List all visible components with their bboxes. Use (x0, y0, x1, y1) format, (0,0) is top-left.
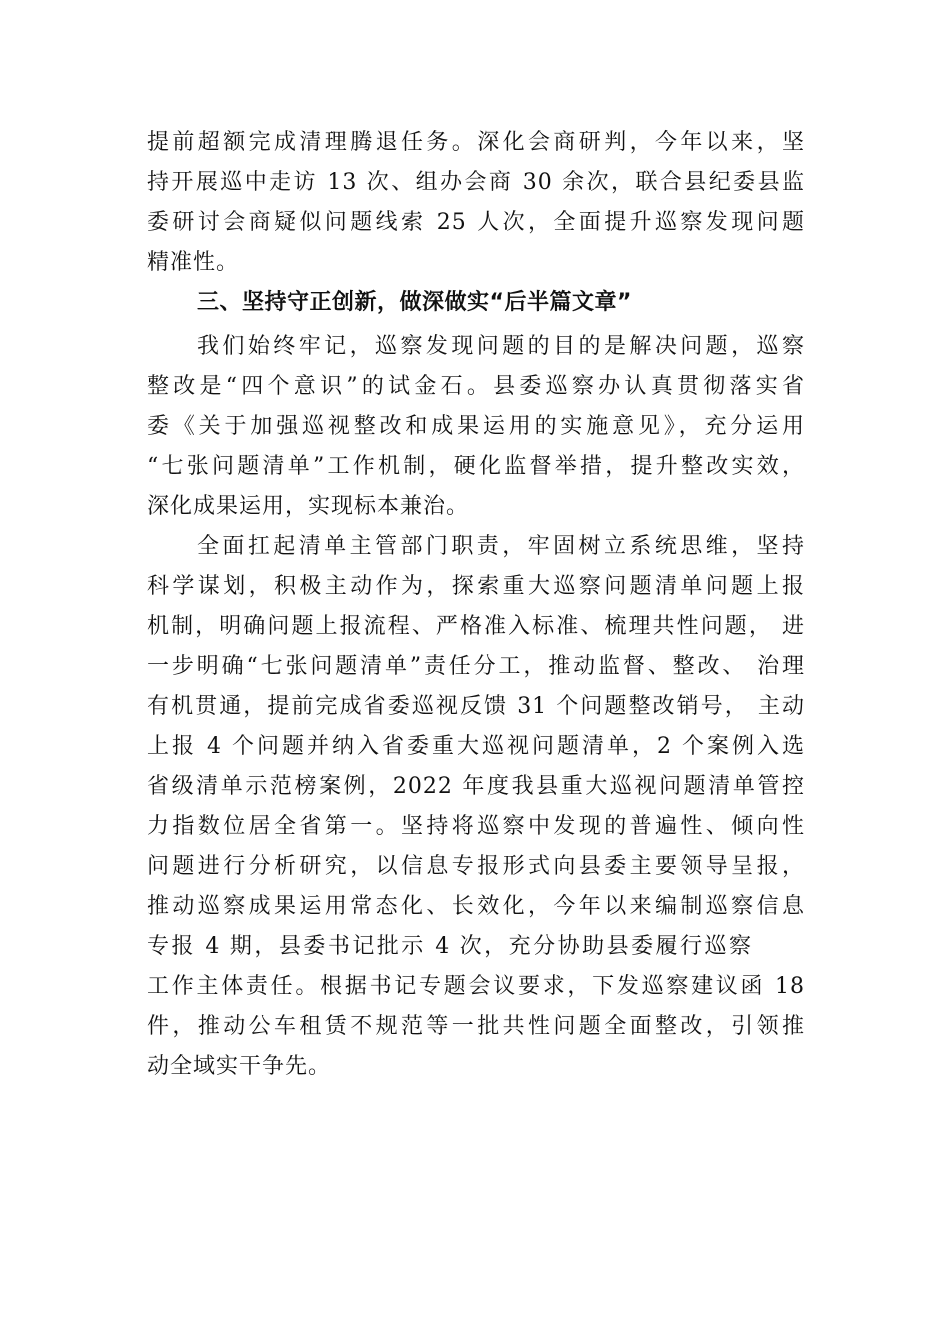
text-line: 专报 4 期，县委书记批示 4 次，充分协助县委履行巡察 (147, 934, 752, 959)
text-line: 工作主体责任。根据书记专题会议要求，下发巡察建议函 18 (147, 974, 805, 999)
text-line: “七张问题清单”工作机制，硬化监督举措，提升整改实效， (147, 454, 805, 479)
text-line: 持开展巡中走访 13 次、组办会商 30 余次，联合县纪委县监 (147, 170, 805, 195)
text-line: 上报 4 个问题并纳入省委重大巡视问题清单，2 个案例入选 (147, 734, 805, 759)
paragraph-1 (147, 123, 805, 283)
text-line: 一步明确“七张问题清单”责任分工，推动监督、整改、 治理 (147, 654, 805, 679)
text-line: 提前超额完成清理腾退任务。深化会商研判，今年以来，坚 (147, 130, 805, 155)
text-line: 有机贯通，提前完成省委巡视反馈 31 个问题整改销号， 主动 (147, 694, 805, 719)
paragraph-2 (147, 327, 805, 527)
text-line: 问题进行分析研究，以信息专报形式向县委主要领导呈报， (147, 854, 805, 879)
paragraph-3 (147, 527, 805, 1087)
text-line: 整改是“四个意识”的试金石。县委巡察办认真贯彻落实省 (147, 374, 805, 399)
document-page (147, 123, 805, 1087)
text-line: 力指数位居全省第一。坚持将巡察中发现的普遍性、倾向性 (147, 814, 805, 839)
text-line: 深化成果运用，实现标本兼治。 (147, 494, 470, 519)
text-line: 科学谋划，积极主动作为，探索重大巡察问题清单问题上报 (147, 574, 805, 599)
text-line: 我们始终牢记，巡察发现问题的目的是解决问题，巡察 (197, 334, 805, 359)
text-line: 机制，明确问题上报流程、严格准入标准、梳理共性问题， 进 (147, 614, 805, 639)
text-line: 推动巡察成果运用常态化、长效化，今年以来编制巡察信息 (147, 894, 805, 919)
text-line: 精准性。 (147, 250, 240, 275)
text-line: 件，推动公车租赁不规范等一批共性问题全面整改，引领推 (147, 1014, 805, 1039)
text-line: 动全域实干争先。 (147, 1054, 332, 1079)
text-line: 省级清单示范榜案例，2022 年度我县重大巡视问题清单管控 (147, 774, 805, 799)
section-heading: 三、坚持守正创新，做深做实“后半篇文章” (197, 290, 632, 315)
text-line: 委研讨会商疑似问题线索 25 人次，全面提升巡察发现问题 (147, 210, 805, 235)
text-line: 委《关于加强巡视整改和成果运用的实施意见》，充分运用 (147, 414, 805, 439)
text-line: 全面扛起清单主管部门职责，牢固树立系统思维，坚持 (197, 534, 805, 559)
